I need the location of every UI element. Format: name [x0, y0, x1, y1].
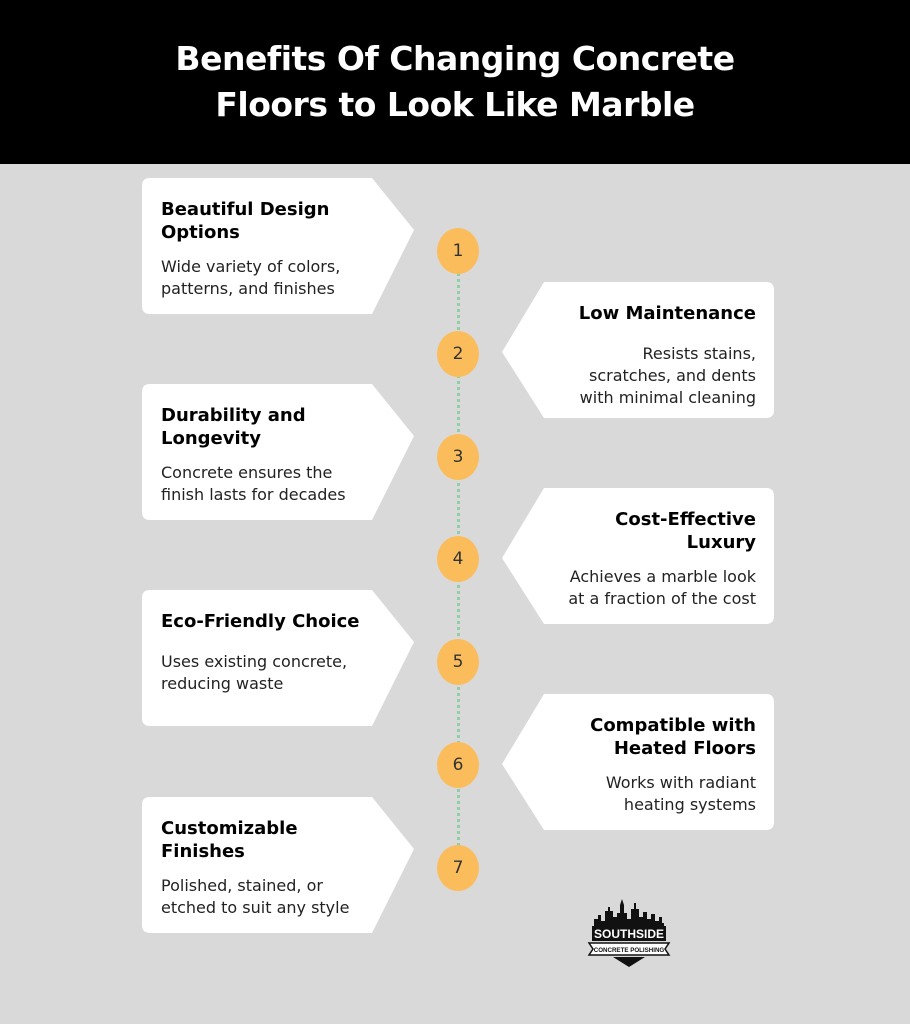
benefit-title [161, 198, 389, 244]
benefit-title-line: Customizable [161, 818, 298, 839]
logo-subtitle-text: CONCRETE POLISHING [593, 947, 665, 954]
step-number-6: 6 [437, 742, 479, 788]
benefit-desc-line: Polished, stained, or [161, 876, 323, 895]
benefit-card-3 [142, 384, 414, 520]
benefit-desc-line: etched to suit any style [161, 898, 350, 917]
benefit-card-7 [142, 797, 414, 933]
benefit-card-5 [142, 590, 414, 726]
benefit-desc-line: Wide variety of colors, [161, 257, 341, 276]
benefit-card-1 [142, 178, 414, 314]
page-title-line-2: Floors to Look Like Marble [215, 85, 695, 124]
benefit-content [528, 714, 756, 816]
benefit-title [161, 817, 389, 863]
benefit-desc-line: reducing waste [161, 674, 284, 693]
logo-name-text: SOUTHSIDE [593, 927, 665, 941]
benefit-title [161, 404, 389, 450]
benefit-card-6 [502, 694, 774, 830]
step-number-2: 2 [437, 331, 479, 377]
benefit-desc-line: Resists stains, [642, 344, 756, 363]
benefit-content [528, 302, 756, 409]
benefit-title-line: Finishes [161, 841, 245, 862]
benefit-description [528, 343, 756, 409]
skyline-logo-icon [586, 897, 672, 969]
benefit-title [161, 610, 389, 633]
benefit-title-line: Cost-Effective [615, 509, 756, 530]
benefit-content [161, 610, 389, 695]
benefit-title-line: Heated Floors [613, 738, 756, 759]
benefit-title-line: Durability and [161, 405, 306, 426]
benefit-card-2 [502, 282, 774, 418]
benefit-desc-line: heating systems [623, 795, 756, 814]
benefit-desc-line: Works with radiant [605, 773, 756, 792]
benefit-description [161, 875, 389, 919]
step-number-7: 7 [437, 845, 479, 891]
benefit-desc-line: Concrete ensures the [161, 463, 333, 482]
benefit-desc-line: with minimal cleaning [579, 388, 756, 407]
benefit-description [528, 566, 756, 610]
step-number-4: 4 [437, 536, 479, 582]
benefit-desc-line: patterns, and finishes [161, 279, 335, 298]
benefit-title-line: Eco-Friendly Choice [161, 611, 360, 632]
benefit-title [528, 508, 756, 554]
benefit-description [161, 462, 389, 506]
benefit-content [161, 817, 389, 919]
benefit-description [528, 772, 756, 816]
benefit-title-line: Compatible with [590, 715, 756, 736]
benefit-title-line: Low Maintenance [578, 303, 756, 324]
benefit-desc-line: Uses existing concrete, [161, 652, 348, 671]
benefit-title [528, 714, 756, 760]
step-number-1: 1 [437, 228, 479, 274]
benefit-title-line: Longevity [161, 428, 261, 449]
benefit-description [161, 256, 389, 300]
header-banner [0, 0, 910, 164]
benefit-title [528, 302, 756, 325]
step-number-3: 3 [437, 434, 479, 480]
benefit-content [528, 508, 756, 610]
benefit-title-line: Options [161, 222, 240, 243]
benefit-description [161, 651, 389, 695]
benefit-content [161, 198, 389, 300]
benefit-desc-line: scratches, and dents [588, 366, 756, 385]
page-title-line-1: Benefits Of Changing Concrete [175, 39, 735, 78]
benefit-title-line: Beautiful Design [161, 199, 330, 220]
benefit-desc-line: Achieves a marble look [569, 567, 756, 586]
benefit-desc-line: finish lasts for decades [161, 485, 346, 504]
benefit-desc-line: at a fraction of the cost [568, 589, 756, 608]
southside-logo [586, 897, 672, 969]
benefit-card-4 [502, 488, 774, 624]
step-number-5: 5 [437, 639, 479, 685]
benefit-title-line: Luxury [686, 532, 756, 553]
benefit-content [161, 404, 389, 506]
